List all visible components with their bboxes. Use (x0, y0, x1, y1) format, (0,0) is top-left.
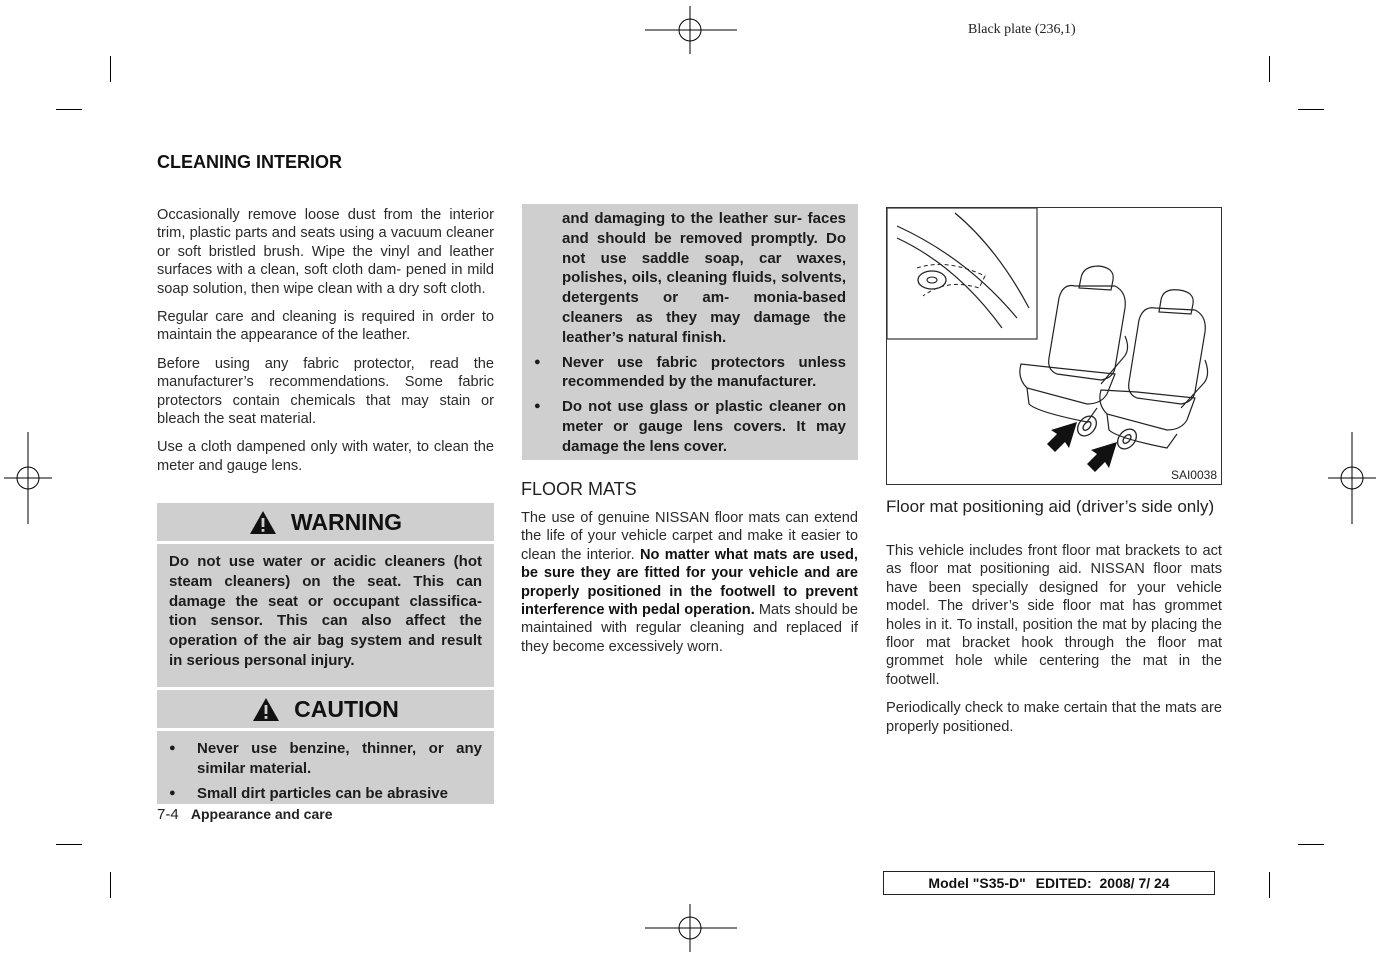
page-footer (157, 806, 332, 823)
caution-header (157, 690, 494, 728)
seat-illustration (887, 208, 1221, 484)
registration-mark-left (4, 432, 52, 524)
edited-date: 2008/ 7/ 24 (1099, 875, 1170, 891)
bullet-icon: ● (169, 742, 176, 754)
section-title: CLEANING INTERIOR (157, 152, 343, 172)
arrow-icon (1087, 442, 1117, 472)
paragraph: Use a cloth dampened only with water, to clean the meter and gauge lens. (157, 439, 494, 474)
warning-header (157, 503, 494, 541)
figure-code: SAI0038 (1170, 468, 1217, 482)
paragraph: Before using any fabric protector, read the manufacturer’s recommendations. Some fabric protectors contain chemicals that may stain or bleach the seat material. (157, 355, 494, 428)
floor-mat-subheading: Floor mat positioning aid (driver’s side only) (886, 497, 1215, 516)
warning-triangle-icon (249, 510, 277, 535)
caution-body (157, 731, 494, 804)
floor-mat-figure (886, 207, 1222, 485)
caution-triangle-icon (252, 697, 280, 722)
footer-section: Appearance and care (190, 806, 333, 822)
caution-item: ● Never use fabric protectors unless recommended by the manufacturer. (534, 353, 846, 391)
model-value: "S35-D" (972, 875, 1026, 891)
warning-title: WARNING (290, 508, 403, 535)
caution-item: ● Do not use glass or plastic cleaner on meter or gauge lens covers. It may damage the lens cover. (534, 398, 846, 455)
left-seat (1020, 266, 1128, 422)
model-label: Model (928, 875, 969, 891)
paragraph: This vehicle includes front floor mat brackets to act as floor mat positioning aid. NISSAN floor mats have been specially designed for your vehicle model. The driver’s side floor mat has grommet holes in it. To install, position the mat by placing the floor mat bracket hook through the floor mat grommet hole while centering the mat in the footwell. (886, 543, 1222, 688)
registration-mark-right (1328, 432, 1376, 524)
bullet-icon: ● (169, 786, 176, 799)
registration-mark-bottom (645, 904, 737, 952)
floor-mat-hook-icon (917, 264, 985, 296)
caution-title: CAUTION (294, 695, 399, 722)
page-number: 7-4 (157, 806, 179, 823)
caution-continued-text: and damaging to the leather sur- faces and should be removed promptly. Do not use saddle soap, car waxes, polishes, oils, cleaning fluids, solvents, detergents or am- monia-based cleaners as they may damage the leather’s natural finish. (562, 210, 846, 346)
bullet-icon: ● (534, 355, 541, 368)
floor-mats-heading: FLOOR MATS (521, 479, 637, 499)
floor-mats-paragraph: The use of genuine NISSAN floor mats can extend the life of your vehicle carpet and make it easier to clean the interior. No matter what mats are used, be sure they are fitted for your vehicle and are properly positioned in the footwell to prevent interference with pedal operation. Mats should be maintained with regular cleaning and replaced if they become excessively worn. (521, 510, 858, 655)
edited-label: EDITED: (1035, 875, 1092, 891)
column-3-text (886, 542, 1222, 746)
plate-label: Black plate (236,1) (968, 22, 1076, 37)
caution-item: ● Small dirt particles can be abrasive (169, 784, 448, 802)
paragraph: Occasionally remove loose dust from the interior trim, plastic parts and seats using a vacuum cleaner or soft bristled brush. Wipe the vinyl and leather surfaces with a clean, soft cloth dam- pened in mild soap solution, then wipe clean with a dry soft cloth. (157, 207, 494, 297)
caution-continued-box (522, 204, 858, 460)
paragraph: Regular care and cleaning is required in order to maintain the appearance of the leather. (157, 309, 494, 344)
warning-body: Do not use water or acidic cleaners (hot steam cleaners) on the seat. This can damage the seat or occupant classifica- tion sensor. This can also affect the operation of the air bag system and result in serious personal injury. (157, 544, 494, 687)
caution-item: ● Never use benzine, thinner, or any similar material. (169, 740, 482, 777)
registration-mark-top (645, 6, 737, 54)
bullet-icon: ● (534, 400, 541, 413)
model-box (883, 871, 1215, 895)
arrow-icon (1047, 422, 1077, 452)
paragraph: Periodically check to make certain that the mats are properly positioned. (886, 700, 1222, 735)
column-1 (157, 206, 494, 485)
right-seat (1100, 290, 1208, 448)
